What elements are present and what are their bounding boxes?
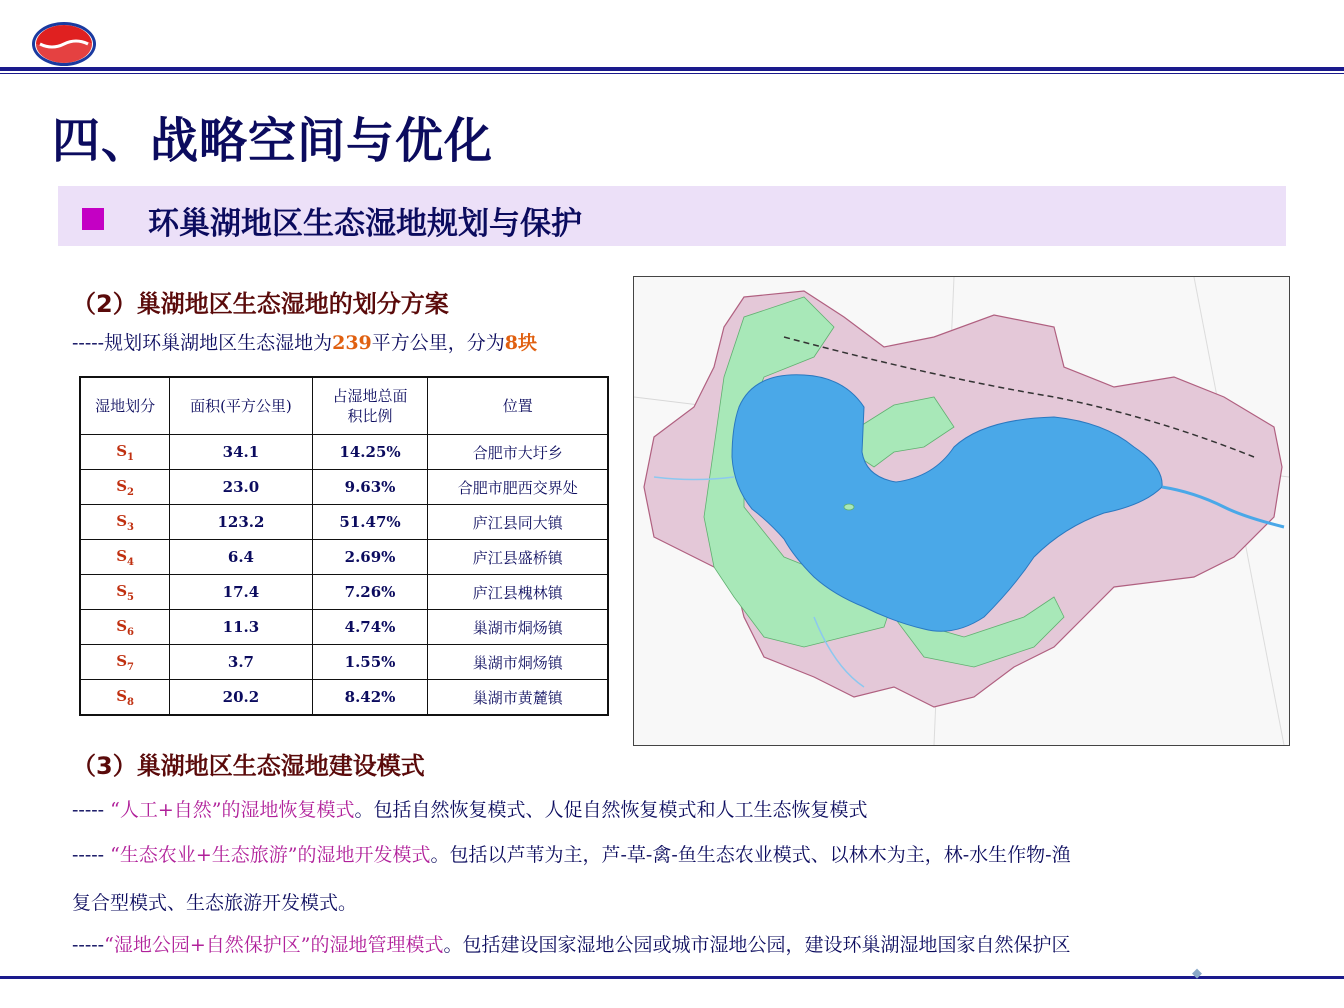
cell-area: 20.2 xyxy=(170,680,312,716)
mode-text: 。包括以芦苇为主，芦-草-禽-鱼生态农业模式、以林木为主，林-水生作物-渔 xyxy=(430,844,1071,866)
cell-area: 17.4 xyxy=(170,575,312,610)
col-header-division: 湿地划分 xyxy=(80,377,170,435)
cell-ratio: 4.74% xyxy=(312,610,428,645)
cell-site xyxy=(80,680,170,716)
site-index: 2 xyxy=(127,486,134,498)
cell-ratio: 9.63% xyxy=(312,470,428,505)
mode-item-development xyxy=(72,840,1071,867)
site-letter: S xyxy=(116,441,128,460)
header-rule xyxy=(0,67,1344,71)
cell-location: 庐江县槐林镇 xyxy=(428,575,608,610)
cell-site xyxy=(80,645,170,680)
logo-icon xyxy=(30,20,98,68)
banner-title: 环巢湖地区生态湿地规划与保护 xyxy=(148,206,582,242)
cell-location: 巢湖市黄麓镇 xyxy=(428,680,608,716)
cell-area: 123.2 xyxy=(170,505,312,540)
col-header-area: 面积(平方公里) xyxy=(170,377,312,435)
cell-location: 巢湖市烔炀镇 xyxy=(428,645,608,680)
mode-text: 。包括建设国家湿地公园或城市湿地公园，建设环巢湖湿地国家自然保护区 xyxy=(443,934,1071,956)
table-row xyxy=(80,610,608,645)
site-letter: S xyxy=(116,476,128,495)
summary-prefix: -----规划环巢湖地区生态湿地为 xyxy=(72,332,333,354)
cell-site xyxy=(80,610,170,645)
wetland-table xyxy=(79,376,609,716)
mode-name: “湿地公园+自然保护区”的湿地管理模式 xyxy=(104,934,444,956)
mode-text: 。包括自然恢复模式、人促自然恢复模式和人工生态恢复模式 xyxy=(354,799,868,821)
section2-summary xyxy=(72,328,537,355)
cell-site xyxy=(80,435,170,470)
table-header-row xyxy=(80,377,608,435)
section3-heading: （3）巢湖地区生态湿地建设模式 xyxy=(72,752,425,780)
site-index: 1 xyxy=(127,451,134,463)
section-banner xyxy=(58,186,1286,246)
mode-item-restoration xyxy=(72,795,868,822)
site-index: 4 xyxy=(127,556,134,568)
site-letter: S xyxy=(116,546,128,565)
site-index: 3 xyxy=(127,521,134,533)
mode-text: 复合型模式、生态旅游开发模式。 xyxy=(72,892,358,914)
summary-count: 8块 xyxy=(504,332,538,354)
cell-location: 庐江县同大镇 xyxy=(428,505,608,540)
cell-area: 3.7 xyxy=(170,645,312,680)
site-index: 8 xyxy=(127,696,134,708)
cell-location: 合肥市肥西交界处 xyxy=(428,470,608,505)
site-letter: S xyxy=(116,651,128,670)
table-row xyxy=(80,680,608,716)
cell-area: 6.4 xyxy=(170,540,312,575)
footer-rule xyxy=(0,976,1344,979)
site-letter: S xyxy=(116,616,128,635)
mode-prefix: ----- xyxy=(72,844,111,866)
watermark-logo-icon: ◆ xyxy=(1192,966,1202,981)
mode-prefix: ----- xyxy=(72,799,111,821)
mode-item-development-cont xyxy=(72,888,357,915)
site-letter: S xyxy=(116,511,128,530)
cell-ratio: 51.47% xyxy=(312,505,428,540)
wetland-map xyxy=(633,276,1290,746)
table-row xyxy=(80,575,608,610)
table-row xyxy=(80,505,608,540)
cell-site xyxy=(80,540,170,575)
cell-site xyxy=(80,505,170,540)
cell-ratio: 7.26% xyxy=(312,575,428,610)
mode-name: “人工+自然”的湿地恢复模式 xyxy=(110,799,355,821)
cell-area: 11.3 xyxy=(170,610,312,645)
site-letter: S xyxy=(116,686,128,705)
table-row xyxy=(80,435,608,470)
cell-area: 23.0 xyxy=(170,470,312,505)
cell-area: 34.1 xyxy=(170,435,312,470)
cell-site xyxy=(80,470,170,505)
site-index: 7 xyxy=(127,661,134,673)
table-row xyxy=(80,470,608,505)
cell-location: 合肥市大圩乡 xyxy=(428,435,608,470)
section2-heading: （2）巢湖地区生态湿地的划分方案 xyxy=(72,290,449,318)
cell-location: 巢湖市烔炀镇 xyxy=(428,610,608,645)
cell-ratio: 14.25% xyxy=(312,435,428,470)
mode-prefix: ----- xyxy=(72,934,105,956)
page-title: 四、战略空间与优化 xyxy=(52,113,494,169)
cell-location: 庐江县盛桥镇 xyxy=(428,540,608,575)
cell-ratio: 1.55% xyxy=(312,645,428,680)
site-index: 6 xyxy=(127,626,134,638)
table-row xyxy=(80,645,608,680)
summary-area: 239 xyxy=(332,332,372,354)
cell-site xyxy=(80,575,170,610)
bullet-square-icon xyxy=(82,208,104,230)
mode-item-management xyxy=(72,930,1070,957)
summary-mid: 平方公里，分为 xyxy=(371,332,505,354)
site-index: 5 xyxy=(127,591,134,603)
col-header-location: 位置 xyxy=(428,377,608,435)
site-letter: S xyxy=(116,581,128,600)
cell-ratio: 2.69% xyxy=(312,540,428,575)
col-header-ratio: 占湿地总面积比例 xyxy=(312,377,428,435)
mode-name: “生态农业+生态旅游”的湿地开发模式 xyxy=(110,844,431,866)
header-rule-thin xyxy=(0,73,1344,74)
table-row xyxy=(80,540,608,575)
cell-ratio: 8.42% xyxy=(312,680,428,716)
